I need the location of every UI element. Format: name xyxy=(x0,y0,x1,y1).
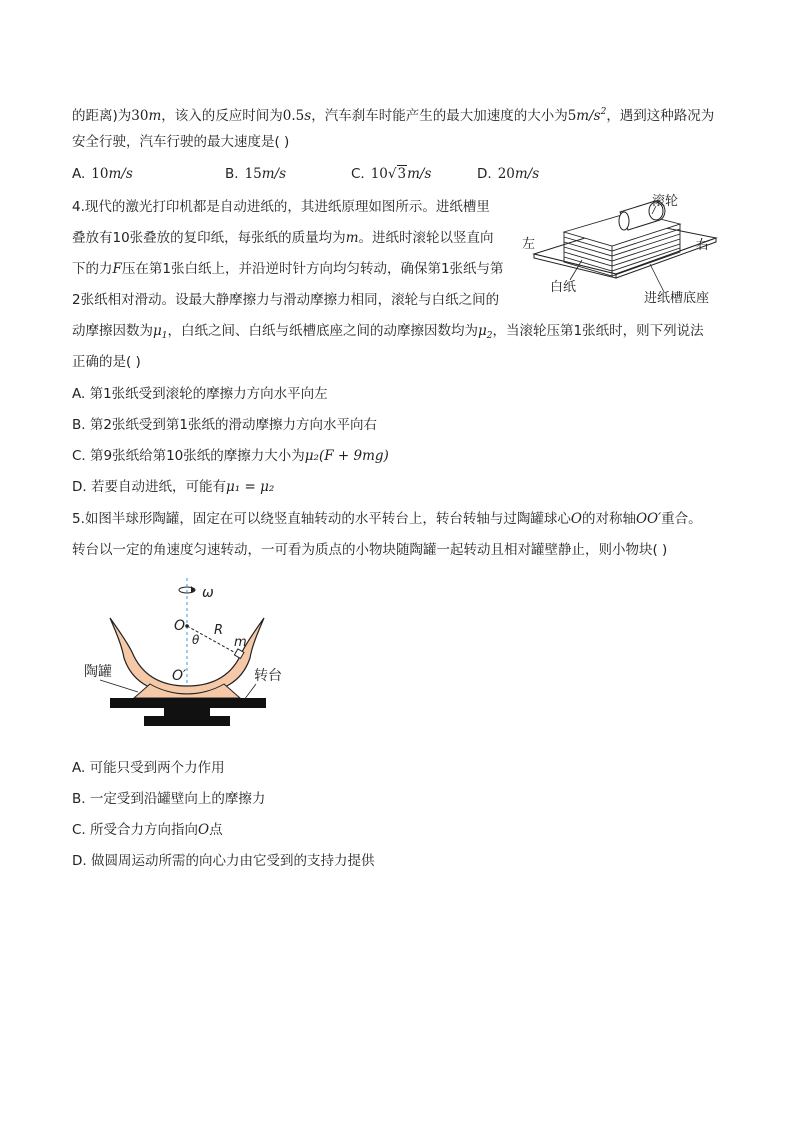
label-R: R xyxy=(214,623,224,638)
text: ，汽车刹车时能产生的最大加速度的大小为 xyxy=(311,108,568,124)
q4-option-c[interactable] xyxy=(72,446,389,466)
option-value: 15 xyxy=(244,166,262,182)
option-label: B. xyxy=(225,166,239,182)
label-m: m xyxy=(234,635,247,650)
text: 重合。 xyxy=(661,511,702,527)
q3-line-2: 安全行驶，汽车行驶的最大速度是( ) xyxy=(72,134,290,150)
q4-line-3: 下的力F压在第1张白纸上，并沿逆时针方向均匀转动，确保第1张纸与第 xyxy=(72,261,504,277)
label-right: 右 xyxy=(696,238,710,253)
text: 动摩擦因数为 xyxy=(72,323,153,339)
label-base: 进纸槽底座 xyxy=(644,291,710,306)
text: 。进纸时滚轮以竖直向 xyxy=(358,230,494,246)
option-label: A. xyxy=(72,166,86,182)
text: 的距离)为 xyxy=(72,108,132,124)
label-omega: ω xyxy=(202,585,214,601)
unit: m/s xyxy=(261,166,287,182)
text: D. 若要自动进纸，可能有 xyxy=(72,479,226,495)
q4-line-4: 2张纸相对滑动。设最大静摩擦力与滑动摩擦力相同，滚轮与白纸之间的 xyxy=(72,292,500,308)
label-turntable: 转台 xyxy=(254,668,282,684)
text: 压在第1张白纸上，并沿逆时针方向均匀转动，确保第1张纸与第 xyxy=(121,261,504,277)
text: 5.如图半球形陶罐，固定在可以绕竖直轴转动的水平转台上，转台转轴与过陶罐球心 xyxy=(72,511,571,527)
q5-option-d[interactable]: D. 做圆周运动所需的向心力由它受到的支持力提供 xyxy=(72,853,375,869)
formula: μ₂(F + 9mg) xyxy=(304,448,389,464)
q4-line-2: 叠放有10张叠放的复印纸，每张纸的质量均为m。进纸时滚轮以竖直向 xyxy=(72,230,494,246)
pot-figure xyxy=(84,574,294,744)
unit: m/s xyxy=(108,166,133,182)
turntable-shaft xyxy=(164,708,210,716)
formula: μ₁ = μ₂ xyxy=(225,479,275,495)
q5-line-1: 5.如图半球形陶罐，固定在可以绕竖直轴转动的水平转台上，转台转轴与过陶罐球心O的对称轴OO′重合。 xyxy=(72,511,702,527)
q5-option-a[interactable]: A. 可能只受到两个力作用 xyxy=(72,760,225,776)
q5-option-c[interactable]: C. 所受合力方向指向O点 xyxy=(72,822,223,838)
text: 下的力 xyxy=(72,261,113,277)
option-value: 20 xyxy=(497,166,515,182)
q3-option-d[interactable] xyxy=(477,164,539,184)
text: 叠放有10张叠放的复印纸，每张纸的质量均为 xyxy=(72,230,346,246)
label-pot: 陶罐 xyxy=(84,664,112,680)
label-theta: θ xyxy=(192,633,200,647)
turntable-base xyxy=(144,716,230,726)
q4-line-5: 动摩擦因数为$\mu_1$，白纸之间、白纸与纸槽底座之间的动摩擦因数均为$\mu_2$，当滚轮压第1张纸时，则下列说法 xyxy=(72,323,704,341)
text: C. 所受合力方向指向 xyxy=(72,822,199,838)
q3-line-1: 的距离)为30m，该入的反应时间为0.5s，汽车刹车时能产生的最大加速度的大小为$5m/s^2$，遇到这种路况为 xyxy=(72,107,715,124)
q3-option-c[interactable] xyxy=(351,164,431,184)
acceleration-value: 5 xyxy=(567,108,577,124)
q5-line-2: 转台以一定的角速度匀速转动，一可看为质点的小物块随陶罐一起转动且相对罐壁静止，则小物块( ) xyxy=(72,542,668,558)
option-value: 10 xyxy=(370,166,388,182)
label-roller: 滚轮 xyxy=(652,194,679,209)
q4-option-b[interactable]: B. 第2张纸受到第1张纸的滑动摩擦力方向水平向右 xyxy=(72,417,378,433)
turntable-top xyxy=(110,698,266,708)
unit: m/s xyxy=(407,166,432,182)
text: ，当滚轮压第1张纸时，则下列说法 xyxy=(492,323,704,339)
text: ，遇到这种路况为 xyxy=(606,108,715,124)
text: C. 第9张纸给第10张纸的摩擦力大小为 xyxy=(72,448,305,464)
label-O-prime: O′ xyxy=(172,668,187,684)
sqrt-3: √3 xyxy=(387,166,407,182)
q4-option-d[interactable] xyxy=(72,477,274,497)
label-left: 左 xyxy=(522,237,536,252)
q4-line-1: 4.现代的激光打印机都是自动进纸的，其进纸原理如图所示。进纸槽里 xyxy=(72,199,490,215)
unit: m/s xyxy=(514,166,540,182)
label-paper: 白纸 xyxy=(550,280,577,295)
time-value: 0.5 xyxy=(282,108,305,124)
option-label: C. xyxy=(351,166,365,182)
q5-option-b[interactable]: B. 一定受到沿罐壁向上的摩擦力 xyxy=(72,791,266,807)
text: 点 xyxy=(209,822,223,838)
option-label: D. xyxy=(477,166,492,182)
q3-option-a[interactable] xyxy=(72,164,133,184)
q4-option-a[interactable]: A. 第1张纸受到滚轮的摩擦力方向水平向左 xyxy=(72,386,328,402)
q3-options xyxy=(72,164,732,184)
text: ，该入的反应时间为 xyxy=(161,108,283,124)
center-point xyxy=(185,624,189,628)
q4-line-6: 正确的是( ) xyxy=(72,354,141,370)
option-value: 10 xyxy=(91,166,109,182)
distance-value: 30 xyxy=(131,108,149,124)
paper-tray-figure xyxy=(520,192,730,310)
text: ，白纸之间、白纸与纸槽底座之间的动摩擦因数均为 xyxy=(167,323,479,339)
q3-option-b[interactable] xyxy=(225,164,286,184)
text: 的对称轴 xyxy=(581,511,636,527)
label-O: O xyxy=(174,618,186,634)
